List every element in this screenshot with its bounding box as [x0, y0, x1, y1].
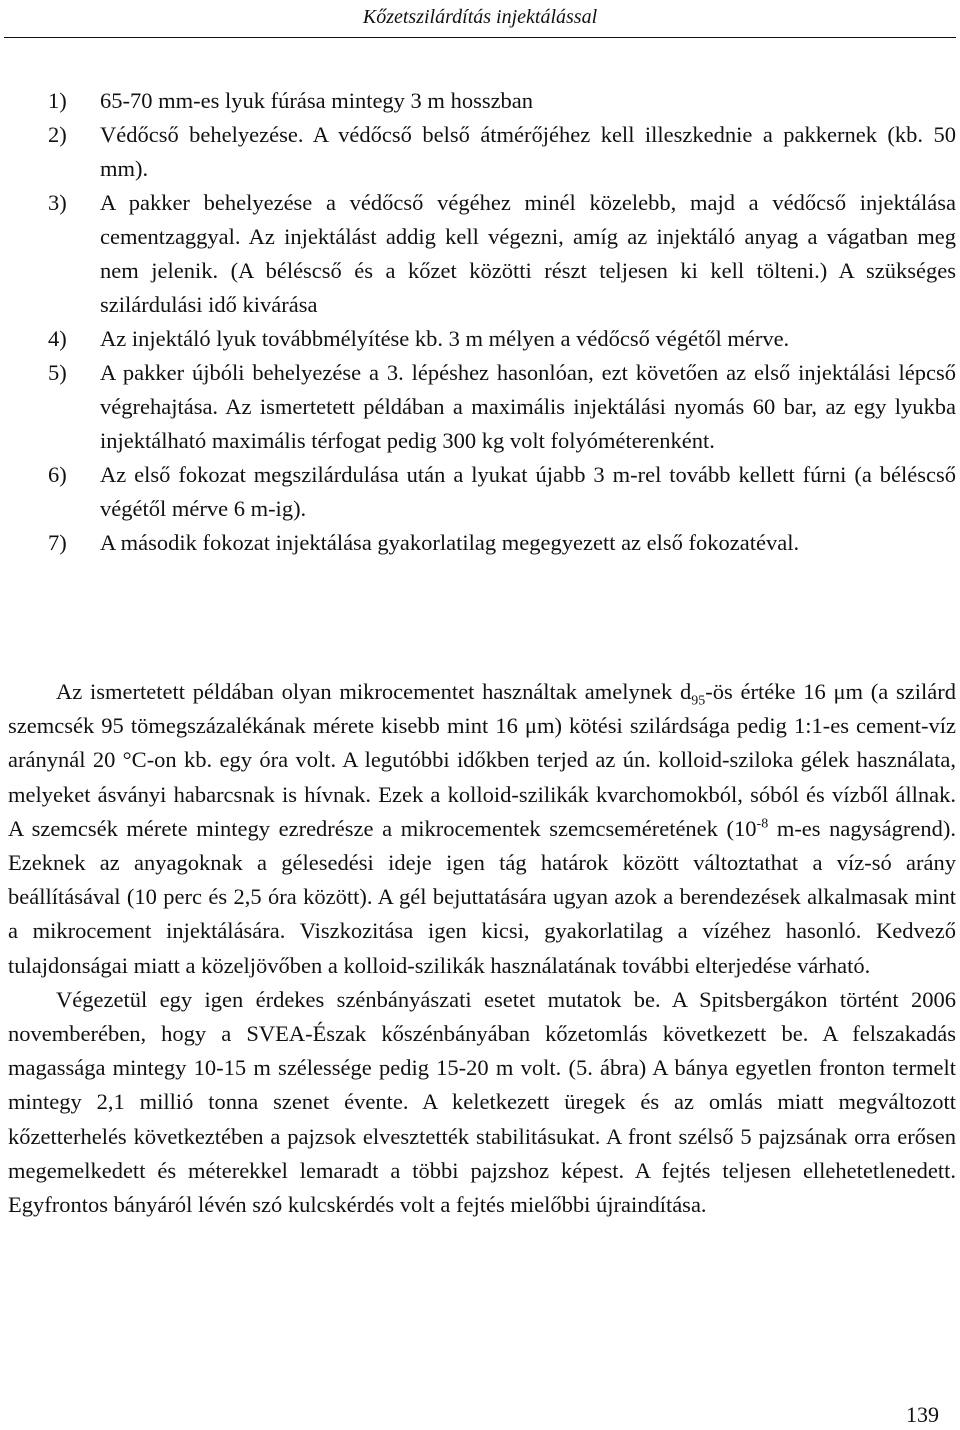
paragraph-microcement: [8, 675, 956, 983]
page-number: 139: [906, 1402, 939, 1427]
step-item: [48, 526, 956, 560]
paragraph-text: Az ismertetett példában olyan mikrocementet használtak amelynek d: [56, 679, 692, 704]
step-item: [48, 186, 956, 322]
step-text: A pakker behelyezése a védőcső végéhez minél közelebb, majd a védőcső injektálása cementzaggyal. Az injektálást addig kell végezni, amíg az injektáló anyag a vágatban meg nem jelenik. (A béléscső és a kőzet közötti részt teljesen ki kell tölteni.) A szükséges szilárdulási idő kivárása: [100, 190, 956, 317]
step-number: 5): [48, 360, 67, 385]
step-number: 1): [48, 88, 67, 113]
subscript: 95: [691, 693, 706, 709]
paragraph-text: m-es nagyságrend). Ezeknek az anyagoknak a gélesedési ideje igen tág határok között változtathat a víz-só arány beállításával (10 perc és 2,5 óra között). A gél bejuttatására ugyan azok a berendezések alkalmasak mint a mikrocement injektálására. Viszkozitása igen kicsi, gyakorlatilag a vízéhez hasonló. Kedvező tulajdonságai miatt a közeljövőben a kolloid-szilikák használatának további elterjedése várható.: [8, 815, 956, 978]
step-number: 7): [48, 530, 67, 555]
step-text: 65-70 mm-es lyuk fúrása mintegy 3 m hosszban: [100, 88, 534, 113]
step-text: A második fokozat injektálása gyakorlatilag megegyezett az első fokozatéval.: [100, 530, 800, 555]
superscript: -8: [756, 816, 769, 832]
step-item: [48, 118, 956, 186]
step-number: 4): [48, 326, 67, 351]
step-number: 2): [48, 122, 67, 147]
step-item: [48, 84, 956, 118]
step-item: [48, 458, 956, 526]
step-item: [48, 322, 956, 356]
step-text: Az injektáló lyuk továbbmélyítése kb. 3 m mélyen a védőcső végétől mérve.: [100, 326, 790, 351]
procedure-steps-list: [48, 84, 956, 560]
paragraph-coal-mining-case: Végezetül egy igen érdekes szénbányászati esetet mutatok be. A Spitsbergákon történt 2006 novemberében, hogy a SVEA-Észak kőszénbányában kőzetomlás következett be. A felszakadás magassága mintegy 10-15 m szélessége pedig 15-20 m volt. (5. ábra) A bánya egyetlen fronton termelt mintegy 2,1 millió tonna szenet évente. A keletkezett üregek és az omlás miatt megváltozott kőzetterhelés következtében a pajzsok elvesztették stabilitásukat. A front szélső 5 pajzsának orra erősen megemelkedett és méterekkel lemaradt a többi pajzshoz képest. A fejtés teljesen ellehetetlenedett. Egyfrontos bányáról lévén szó kulcskérdés volt a fejtés mielőbbi újraindítása.: [8, 986, 956, 1218]
step-text: Védőcső behelyezése. A védőcső belső átmérőjéhez kell illeszkednie a pakkernek (kb. 50 mm).: [100, 122, 956, 181]
running-header: Kőzetszilárdítás injektálással: [362, 6, 598, 28]
step-number: 3): [48, 190, 67, 215]
body-text: [8, 675, 956, 1222]
step-number: 6): [48, 462, 67, 487]
header-rule: [4, 37, 956, 38]
step-text: A pakker újbóli behelyezése a 3. lépéshez hasonlóan, ezt követően az első injektálási lépcső végrehajtása. Az ismertetett példában a maximális injektálási nyomás 60 bar, az egy lyukba injektálható maximális térfogat pedig 300 kg volt folyóméterenként.: [100, 360, 956, 453]
step-item: [48, 356, 956, 458]
step-text: Az első fokozat megszilárdulása után a lyukat újabb 3 m-rel tovább kellett fúrni (a béléscső végétől mérve 6 m-ig).: [100, 462, 956, 521]
paragraph-text: -ös értéke 16 μm (a szilárd szemcsék 95 tömegszázalékának mérete kisebb mint 16 μm) kötési szilárdsága pedig 1:1-es cement-víz aránynál 20 °C-on kb. egy óra volt. A legutóbbi időkben terjed az ún. kolloid-sziloka gélek használata, melyeket ásványi habarcsnak is hívnak. Ezek a kolloid-szilikák kvarchomokból, sóból és vízből állnak. A szemcsék mérete mintegy ezredrésze a mikrocementek szemcseméretének (10: [8, 679, 956, 841]
